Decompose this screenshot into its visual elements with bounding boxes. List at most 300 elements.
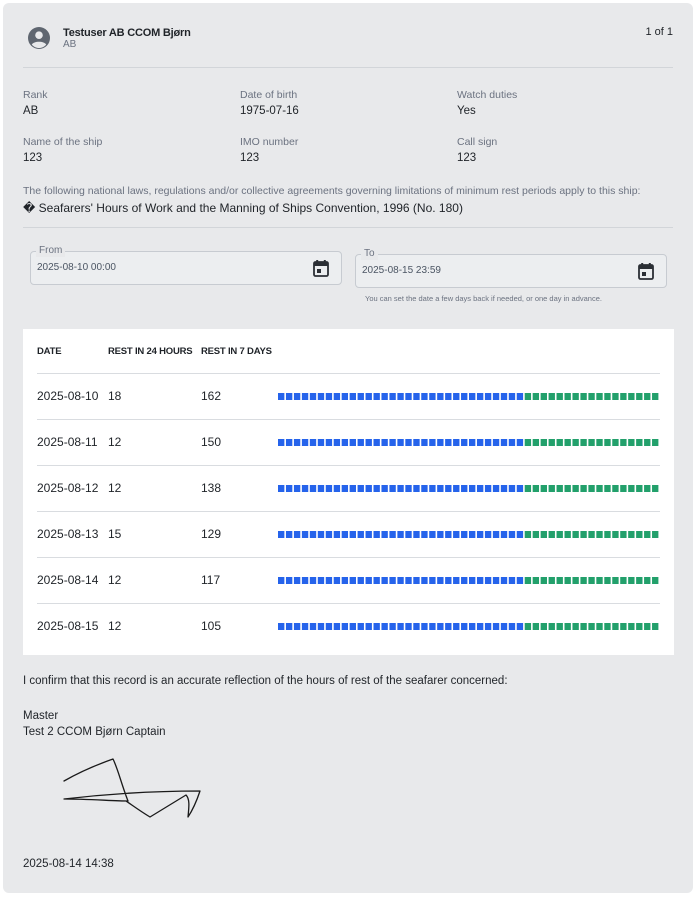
rest-block bbox=[557, 439, 563, 446]
rest-block bbox=[461, 393, 467, 400]
rest-block bbox=[572, 393, 578, 400]
rest-block bbox=[334, 623, 340, 630]
rest-block bbox=[501, 485, 507, 492]
row-rest-7d: 150 bbox=[201, 435, 222, 449]
rest-block bbox=[429, 577, 435, 584]
rest-block bbox=[572, 439, 578, 446]
signer-name: Test 2 CCOM Bjørn Captain bbox=[23, 726, 166, 738]
signer-block bbox=[23, 708, 166, 740]
rest-block bbox=[525, 485, 531, 492]
to-date-field[interactable] bbox=[355, 248, 667, 288]
rest-block bbox=[485, 623, 491, 630]
divider bbox=[23, 67, 673, 68]
rest-block bbox=[541, 623, 547, 630]
rest-block bbox=[580, 623, 586, 630]
rest-block bbox=[477, 577, 483, 584]
field-value: Yes bbox=[457, 105, 476, 117]
rest-block bbox=[541, 439, 547, 446]
rest-block bbox=[620, 485, 626, 492]
rest-block bbox=[429, 623, 435, 630]
rest-block bbox=[445, 485, 451, 492]
field-date-of-birth bbox=[240, 89, 299, 117]
rest-block bbox=[302, 485, 308, 492]
field-value: AB bbox=[23, 105, 39, 117]
seafarer-name: Testuser AB CCOM Bjørn bbox=[63, 27, 191, 39]
field-value: 123 bbox=[23, 152, 43, 164]
rest-block bbox=[302, 393, 308, 400]
rest-block bbox=[604, 393, 610, 400]
rest-block bbox=[389, 393, 395, 400]
row-rest-7d: 129 bbox=[201, 527, 222, 541]
field-label: Watch duties bbox=[457, 89, 518, 101]
rest-block bbox=[389, 439, 395, 446]
rest-block bbox=[541, 393, 547, 400]
rest-block bbox=[612, 531, 618, 538]
rest-block bbox=[469, 485, 475, 492]
rest-block bbox=[565, 531, 571, 538]
rest-block bbox=[604, 439, 610, 446]
rest-block bbox=[652, 439, 658, 446]
rest-block bbox=[381, 623, 387, 630]
rest-block bbox=[405, 439, 411, 446]
rest-block bbox=[366, 531, 372, 538]
rest-block bbox=[413, 577, 419, 584]
rest-block bbox=[509, 439, 515, 446]
rest-block bbox=[405, 623, 411, 630]
rest-block bbox=[342, 439, 348, 446]
rest-block bbox=[350, 485, 356, 492]
rest-block bbox=[429, 393, 435, 400]
rest-block bbox=[572, 623, 578, 630]
rest-block bbox=[620, 393, 626, 400]
rest-block bbox=[644, 623, 650, 630]
regulations-note: The following national laws, regulations and/or collective agreements governing limitations of minimum rest periods apply to this ship: bbox=[23, 185, 641, 197]
rest-block bbox=[397, 439, 403, 446]
rest-block bbox=[469, 531, 475, 538]
rest-record-card bbox=[3, 3, 693, 893]
row-rest-24h: 12 bbox=[108, 573, 122, 587]
rest-timeline bbox=[278, 485, 660, 492]
row-rest-24h: 18 bbox=[108, 389, 122, 403]
rest-block bbox=[461, 577, 467, 584]
table-row bbox=[37, 465, 660, 511]
rest-block bbox=[557, 531, 563, 538]
rest-block bbox=[278, 485, 284, 492]
rest-block bbox=[286, 439, 292, 446]
row-rest-7d: 117 bbox=[201, 573, 221, 587]
rest-block bbox=[652, 577, 658, 584]
rest-block bbox=[318, 623, 324, 630]
rest-block bbox=[596, 577, 602, 584]
rest-block bbox=[493, 623, 499, 630]
field-imo-number bbox=[240, 136, 298, 164]
rest-block bbox=[485, 577, 491, 584]
rest-block bbox=[485, 531, 491, 538]
calendar-icon[interactable] bbox=[313, 260, 329, 277]
row-date: 2025-08-14 bbox=[37, 573, 99, 587]
rest-block bbox=[533, 485, 539, 492]
rest-block bbox=[286, 623, 292, 630]
rest-block bbox=[533, 393, 539, 400]
rest-block bbox=[453, 531, 459, 538]
rest-block bbox=[485, 439, 491, 446]
rest-block bbox=[525, 439, 531, 446]
rest-block bbox=[469, 623, 475, 630]
row-rest-24h: 12 bbox=[108, 435, 122, 449]
rest-block bbox=[565, 439, 571, 446]
rest-block bbox=[549, 623, 555, 630]
rest-block bbox=[612, 623, 618, 630]
table-row bbox=[37, 373, 660, 419]
row-date: 2025-08-10 bbox=[37, 389, 99, 403]
divider bbox=[23, 227, 673, 228]
rest-block bbox=[421, 623, 427, 630]
row-rest-24h: 12 bbox=[108, 481, 122, 495]
rest-block bbox=[525, 393, 531, 400]
rest-block bbox=[437, 623, 443, 630]
rest-block bbox=[517, 393, 523, 400]
from-date-value[interactable]: 2025-08-10 00:00 bbox=[37, 262, 116, 273]
rest-block bbox=[541, 531, 547, 538]
rest-block bbox=[310, 393, 316, 400]
rest-block bbox=[405, 531, 411, 538]
rest-block bbox=[533, 623, 539, 630]
rest-block bbox=[389, 531, 395, 538]
rest-block bbox=[437, 531, 443, 538]
rest-block bbox=[469, 439, 475, 446]
rest-block bbox=[334, 485, 340, 492]
rest-block bbox=[366, 485, 372, 492]
rest-block bbox=[493, 577, 499, 584]
from-date-field[interactable] bbox=[30, 245, 342, 285]
page-counter: 1 of 1 bbox=[645, 26, 673, 38]
calendar-icon[interactable] bbox=[638, 263, 654, 280]
rest-block bbox=[389, 623, 395, 630]
field-label: Date of birth bbox=[240, 89, 298, 101]
rest-block bbox=[342, 623, 348, 630]
rest-block bbox=[374, 439, 380, 446]
rest-block bbox=[397, 623, 403, 630]
rest-block bbox=[604, 623, 610, 630]
rest-block bbox=[366, 439, 372, 446]
rest-block bbox=[310, 439, 316, 446]
rest-hours-table bbox=[23, 329, 674, 655]
rest-block bbox=[334, 577, 340, 584]
confirmation-text: I confirm that this record is an accurate reflection of the hours of rest of the seafarer concerned: bbox=[23, 675, 508, 687]
rest-block bbox=[429, 485, 435, 492]
rest-block bbox=[565, 623, 571, 630]
rest-block bbox=[350, 577, 356, 584]
rest-block bbox=[358, 623, 364, 630]
rest-block bbox=[286, 577, 292, 584]
rest-block bbox=[318, 439, 324, 446]
rest-block bbox=[469, 577, 475, 584]
confirmation-statement bbox=[23, 675, 508, 687]
rest-block bbox=[421, 485, 427, 492]
rest-block bbox=[413, 485, 419, 492]
rest-block bbox=[445, 393, 451, 400]
rest-block bbox=[294, 531, 300, 538]
rest-block bbox=[374, 485, 380, 492]
rest-block bbox=[549, 531, 555, 538]
table-row bbox=[37, 419, 660, 465]
rest-block bbox=[358, 531, 364, 538]
rest-block bbox=[533, 577, 539, 584]
rest-block bbox=[652, 393, 658, 400]
rest-block bbox=[453, 623, 459, 630]
rest-block bbox=[302, 439, 308, 446]
rest-block bbox=[588, 393, 594, 400]
row-rest-24h: 15 bbox=[108, 527, 122, 541]
rest-block bbox=[326, 393, 332, 400]
rest-block bbox=[374, 623, 380, 630]
rest-block bbox=[445, 439, 451, 446]
rest-block bbox=[501, 623, 507, 630]
rest-block bbox=[644, 393, 650, 400]
rest-block bbox=[397, 485, 403, 492]
rest-block bbox=[596, 485, 602, 492]
rest-block bbox=[549, 439, 555, 446]
rest-block bbox=[342, 393, 348, 400]
rest-block bbox=[620, 531, 626, 538]
rest-block bbox=[437, 577, 443, 584]
rest-block bbox=[334, 393, 340, 400]
rest-block bbox=[628, 623, 634, 630]
rest-block bbox=[413, 531, 419, 538]
rest-block bbox=[549, 485, 555, 492]
rest-block bbox=[580, 439, 586, 446]
rest-block bbox=[366, 393, 372, 400]
rest-block bbox=[509, 485, 515, 492]
field-rank bbox=[23, 89, 48, 117]
rest-block bbox=[493, 439, 499, 446]
rest-block bbox=[326, 577, 332, 584]
rest-block bbox=[334, 439, 340, 446]
column-header-rest-24h: REST IN 24 HOURS bbox=[108, 346, 193, 357]
rest-block bbox=[421, 439, 427, 446]
rest-block bbox=[302, 531, 308, 538]
rest-block bbox=[350, 439, 356, 446]
rest-block bbox=[310, 531, 316, 538]
handwritten-signature bbox=[58, 755, 218, 827]
rest-block bbox=[461, 623, 467, 630]
rest-block bbox=[389, 485, 395, 492]
rest-block bbox=[326, 623, 332, 630]
rest-block bbox=[588, 577, 594, 584]
rest-block bbox=[596, 531, 602, 538]
rest-block bbox=[350, 623, 356, 630]
rest-block bbox=[612, 439, 618, 446]
rest-block bbox=[557, 577, 563, 584]
rest-block bbox=[580, 393, 586, 400]
rest-block bbox=[525, 531, 531, 538]
rest-block bbox=[302, 623, 308, 630]
regulations-convention: � Seafarers' Hours of Work and the Manning of Ships Convention, 1996 (No. 180) bbox=[23, 201, 463, 215]
rest-block bbox=[588, 531, 594, 538]
seafarer-header bbox=[27, 25, 673, 55]
rest-block bbox=[628, 393, 634, 400]
rest-block bbox=[588, 439, 594, 446]
rest-block bbox=[366, 623, 372, 630]
rest-block bbox=[477, 531, 483, 538]
rest-block bbox=[477, 485, 483, 492]
rest-block bbox=[469, 393, 475, 400]
rest-block bbox=[358, 393, 364, 400]
row-rest-7d: 105 bbox=[201, 619, 222, 633]
rest-block bbox=[302, 577, 308, 584]
rest-block bbox=[612, 485, 618, 492]
rest-block bbox=[358, 485, 364, 492]
rest-block bbox=[604, 485, 610, 492]
field-watch-duties bbox=[457, 89, 517, 117]
rest-block bbox=[572, 577, 578, 584]
rest-block bbox=[636, 577, 642, 584]
rest-block bbox=[278, 531, 284, 538]
rest-block bbox=[580, 485, 586, 492]
rest-block bbox=[572, 485, 578, 492]
rest-block bbox=[342, 485, 348, 492]
rest-block bbox=[541, 485, 547, 492]
rest-block bbox=[326, 485, 332, 492]
rest-block bbox=[358, 439, 364, 446]
rest-block bbox=[628, 485, 634, 492]
rest-block bbox=[294, 623, 300, 630]
rest-block bbox=[588, 623, 594, 630]
rest-block bbox=[381, 531, 387, 538]
rest-block bbox=[636, 439, 642, 446]
rest-block bbox=[350, 393, 356, 400]
row-date: 2025-08-13 bbox=[37, 527, 99, 541]
rest-block bbox=[334, 531, 340, 538]
table-row bbox=[37, 557, 660, 603]
rest-block bbox=[381, 485, 387, 492]
rest-block bbox=[565, 577, 571, 584]
rest-block bbox=[294, 439, 300, 446]
rest-block bbox=[509, 393, 515, 400]
rest-block bbox=[318, 577, 324, 584]
rest-block bbox=[628, 531, 634, 538]
rest-block bbox=[517, 577, 523, 584]
rest-block bbox=[358, 577, 364, 584]
seafarer-rank-subtitle: AB bbox=[63, 39, 77, 50]
rest-block bbox=[445, 623, 451, 630]
rest-block bbox=[612, 577, 618, 584]
rest-block bbox=[596, 623, 602, 630]
rest-block bbox=[381, 577, 387, 584]
rest-block bbox=[286, 393, 292, 400]
row-rest-7d: 138 bbox=[201, 481, 222, 495]
rest-block bbox=[318, 531, 324, 538]
rest-block bbox=[517, 623, 523, 630]
rest-block bbox=[517, 439, 523, 446]
rest-block bbox=[596, 439, 602, 446]
rest-block bbox=[596, 393, 602, 400]
rest-block bbox=[533, 531, 539, 538]
rest-block bbox=[636, 393, 642, 400]
date-helper-text: You can set the date a few days back if needed, or one day in advance. bbox=[365, 294, 602, 303]
signature-timestamp: 2025-08-14 14:38 bbox=[23, 858, 114, 870]
field-call-sign bbox=[457, 136, 497, 164]
rest-block bbox=[572, 531, 578, 538]
row-date: 2025-08-12 bbox=[37, 481, 99, 495]
rest-block bbox=[477, 623, 483, 630]
rest-block bbox=[477, 393, 483, 400]
field-label: Name of the ship bbox=[23, 136, 103, 148]
field-ship-name bbox=[23, 136, 102, 164]
rest-block bbox=[421, 393, 427, 400]
rest-block bbox=[286, 485, 292, 492]
rest-block bbox=[644, 485, 650, 492]
field-value: 1975-07-16 bbox=[240, 105, 299, 117]
rest-block bbox=[501, 577, 507, 584]
rest-block bbox=[628, 577, 634, 584]
rest-block bbox=[580, 531, 586, 538]
rest-block bbox=[286, 531, 292, 538]
rest-block bbox=[644, 577, 650, 584]
rest-block bbox=[501, 439, 507, 446]
row-rest-24h: 12 bbox=[108, 619, 122, 633]
rest-block bbox=[509, 577, 515, 584]
field-label: IMO number bbox=[240, 136, 299, 148]
rest-block bbox=[381, 393, 387, 400]
row-date: 2025-08-11 bbox=[37, 435, 98, 449]
rest-block bbox=[620, 439, 626, 446]
rest-block bbox=[493, 485, 499, 492]
rest-block bbox=[652, 485, 658, 492]
rest-block bbox=[557, 485, 563, 492]
rest-block bbox=[389, 577, 395, 584]
rest-block bbox=[278, 393, 284, 400]
rest-block bbox=[374, 393, 380, 400]
rest-block bbox=[501, 531, 507, 538]
rest-block bbox=[588, 485, 594, 492]
rest-block bbox=[445, 577, 451, 584]
to-date-value[interactable]: 2025-08-15 23:59 bbox=[362, 265, 441, 276]
rest-block bbox=[413, 393, 419, 400]
rest-block bbox=[580, 577, 586, 584]
to-date-label: To bbox=[361, 248, 378, 260]
rest-block bbox=[413, 623, 419, 630]
rest-block bbox=[453, 439, 459, 446]
rest-block bbox=[525, 577, 531, 584]
rest-block bbox=[310, 623, 316, 630]
row-rest-7d: 162 bbox=[201, 389, 222, 403]
rest-block bbox=[437, 439, 443, 446]
rest-block bbox=[525, 623, 531, 630]
rest-block bbox=[421, 577, 427, 584]
rest-block bbox=[644, 439, 650, 446]
rest-block bbox=[374, 577, 380, 584]
from-date-label: From bbox=[36, 245, 65, 257]
account-circle-icon bbox=[27, 26, 51, 50]
rest-block bbox=[485, 393, 491, 400]
rest-block bbox=[413, 439, 419, 446]
rest-block bbox=[517, 485, 523, 492]
rest-block bbox=[437, 485, 443, 492]
rest-block bbox=[620, 577, 626, 584]
field-label: Call sign bbox=[457, 136, 498, 148]
rest-block bbox=[405, 577, 411, 584]
rest-block bbox=[381, 439, 387, 446]
rest-block bbox=[318, 485, 324, 492]
rest-timeline bbox=[278, 439, 660, 446]
rest-block bbox=[636, 485, 642, 492]
rest-block bbox=[533, 439, 539, 446]
rest-block bbox=[565, 485, 571, 492]
rest-block bbox=[636, 531, 642, 538]
rest-timeline bbox=[278, 623, 660, 630]
rest-block bbox=[501, 393, 507, 400]
